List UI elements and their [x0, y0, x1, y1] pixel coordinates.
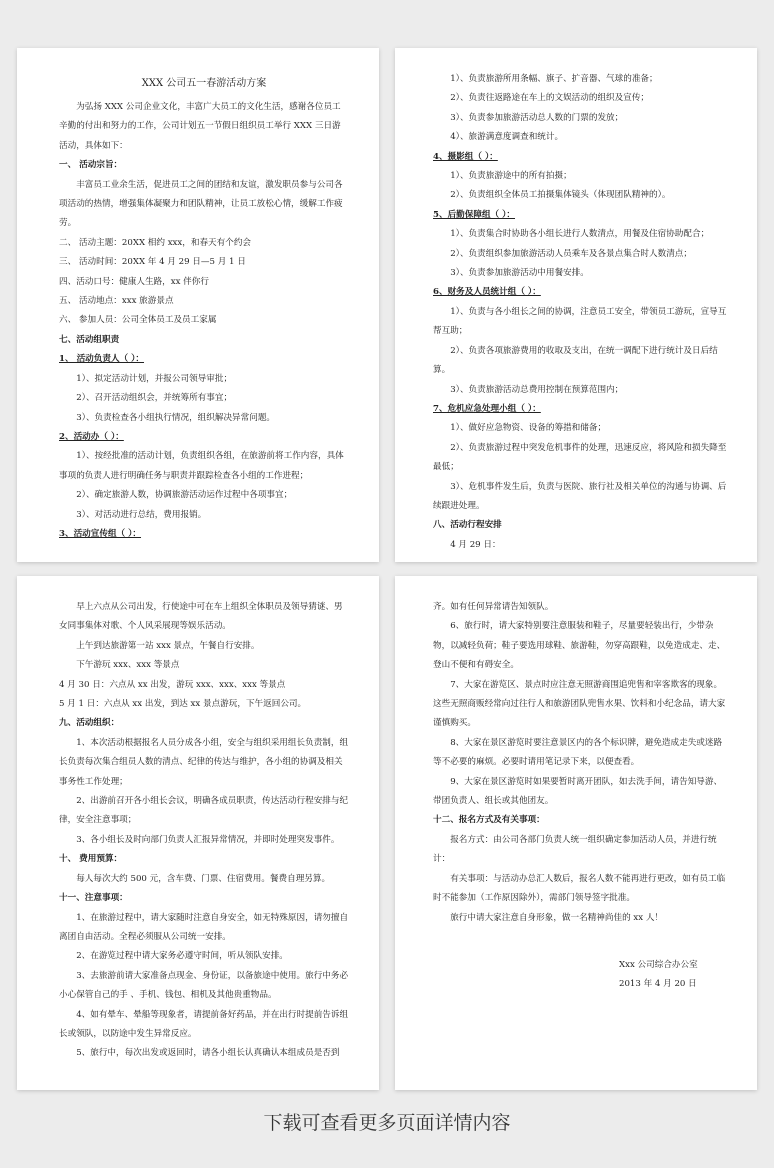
paragraph: 1）、负责集合时协助各小组长进行人数清点，用餐及住宿协助配合；	[450, 229, 710, 240]
paragraph: 二、 活动主题：20XX 相约 xxx，和春天有个约会	[59, 237, 252, 248]
paragraph: 3）、对活动进行总结，费用报销。	[76, 509, 207, 520]
paragraph: 2）、负责组织参加旅游活动人员乘车及各景点集合时人数清点；	[450, 248, 692, 259]
document-page-2	[395, 48, 757, 562]
paragraph: 2）、负责旅游过程中突发危机事件的处理，迅速反应，将风险和损失降至最低；	[433, 442, 727, 473]
section-heading: 七、活动组职责	[59, 334, 120, 345]
paragraph: 3）、负责检查各小组执行情况，组织解决异常问题。	[76, 412, 276, 423]
paragraph: 2、在游览过程中请大家务必遵守时间，听从领队安排。	[76, 951, 288, 962]
document-title: XXX 公司五一春游活动方案	[141, 78, 267, 89]
paragraph: 2）、负责组织全体员工拍摄集体镜头（体现团队精神的）。	[450, 190, 671, 201]
paragraph: 1）、负责旅游所用条幅、旗子、扩音器、气球的准备；	[450, 74, 658, 84]
paragraph: 1）、按经批准的活动计划，负责组织各组，在旅游前将工作内容，具体事项的负责人进行明确任务与职责并跟踪检查各小组的工作进程；	[59, 451, 344, 481]
subsection-heading: 1、 活动负责人（ ）：	[59, 354, 145, 365]
paragraph: 旅行中请大家注意自身形象，做一名精神尚佳的 xx 人！	[450, 912, 664, 923]
paragraph: 每人每次大约 500 元，含车费、门票、住宿费用。餐费自理另算。	[76, 873, 331, 884]
download-more-link[interactable]: 下载可查看更多页面详情内容	[263, 1112, 511, 1134]
paragraph: 4）、旅游满意度调查和统计。	[450, 132, 564, 143]
paragraph: 3）、危机事件发生后，负责与医院、旅行社及相关单位的沟通与协调、后续跟进处理。	[433, 481, 727, 511]
document-page-4	[395, 576, 757, 1090]
signature-org: Xxx 公司综合办公室	[619, 959, 698, 970]
paragraph: 1、在旅游过程中，请大家随时注意自身安全，如无特殊原因，请勿擅自离团自由活动。全程必须服从公司统一安排。	[59, 912, 349, 942]
page-2-body	[433, 70, 727, 555]
paragraph: 1）、负责旅游途中的所有拍摄；	[450, 171, 572, 182]
paragraph: 四、活动口号：健康人生路，xx 伴你行	[59, 276, 209, 287]
section-heading: 一、 活动宗旨：	[59, 160, 123, 171]
section-heading: 十、 费用预算：	[59, 854, 123, 865]
signature-block	[433, 956, 727, 994]
page-4-body	[433, 598, 727, 928]
subsection-heading: 7、危机应急处理小组（ ）：	[433, 403, 541, 414]
paragraph: 3）、负责旅游活动总费用控制在预算范围内；	[450, 384, 624, 395]
paragraph: 报名方式：由公司各部门负责人统一组织确定参加活动人员，并进行统计：	[433, 834, 717, 865]
paragraph: 齐。如有任何异常请告知领队。	[433, 602, 554, 612]
paragraph: 3）、负责参加旅游活动中用餐安排。	[450, 268, 589, 279]
paragraph: 1）、拟定活动计划，并报公司领导审批；	[76, 373, 233, 384]
paragraph: 4 月 30 日：六点从 xx 出发，游玩 xxx、xxx、xxx 等景点	[59, 679, 286, 690]
document-page-1	[17, 48, 379, 562]
paragraph: 1、本次活动根据报名人员分成各小组，安全与组织采用组长负责制，组长负责每次集合组员人数的清点、纪律的传达与维护，各小组的协调及相关事务性工作处理；	[59, 737, 349, 787]
paragraph: 早上六点从公司出发，行使途中可在车上组织全体职员及领导猜谜、男女同事集体对歌、个人风采展现等娱乐活动。	[59, 602, 343, 632]
paragraph: 上午到达旅游第一站 xxx 景点，午餐自行安排。	[76, 640, 260, 651]
paragraph: 2、出游前召开各小组长会议，明确各成员职责，传达活动行程安排与纪律，安全注意事项；	[59, 796, 349, 826]
paragraph: 2）、确定旅游人数，协调旅游活动运作过程中各项事宜；	[76, 490, 293, 501]
paragraph: 6、旅行时，请大家特别要注意服装和鞋子，尽量要轻装出行，少带杂物，以减轻负荷；鞋子要选用球鞋、旅游鞋，勿穿高跟鞋，以免造成走、走、登山不便和有碍安全。	[433, 621, 726, 671]
paragraph: 2）、负责各项旅游费用的收取及支出，在统一调配下进行统计及日后结算。	[433, 345, 718, 376]
page-3-body	[59, 598, 349, 1064]
paragraph: 三、 活动时间：20XX 年 4 月 29 日—5 月 1 日	[59, 257, 246, 268]
paragraph: 1）、负责与各小组长之间的协调，注意员工安全，带领员工游玩，宣导互帮互助；	[433, 306, 727, 337]
paragraph: 7、大家在游览区、景点时应注意无照游商围追兜售和宰客欺客的现象。这些无照商贩经常向过往行人和旅游团队兜售水果、饮料和小纪念品，请大家谨慎购买。	[433, 679, 726, 729]
section-heading: 十一、注意事项：	[59, 893, 128, 904]
section-heading: 八、活动行程安排	[433, 520, 502, 531]
paragraph: 为弘扬 XXX 公司企业文化，丰富广大员工的文化生活，感谢各位员工辛勤的付出和努力的工作，公司计划五一节假日组织员工举行 XXX 三日游活动，具体如下：	[59, 102, 341, 151]
paragraph: 4 月 29 日：	[450, 539, 501, 550]
subsection-heading: 3、活动宣传组（ ）：	[59, 528, 142, 539]
paragraph: 丰富员工业余生活，促进员工之间的团结和友谊，激发职员参与公司各项活动的热情，增强集体凝聚力和团队精神，让员工放松心情，缓解工作疲劳。	[59, 179, 343, 229]
subsection-heading: 6、财务及人员统计组（ ）：	[433, 287, 541, 298]
subsection-heading: 4、摄影组（ ）：	[433, 151, 498, 162]
page-1-body	[59, 98, 349, 544]
paragraph: 5、旅行中，每次出发或返回时，请各小组长认真确认本组成员是否到	[76, 1048, 340, 1059]
section-heading: 九、活动组织：	[59, 718, 120, 729]
paragraph: 3、去旅游前请大家准备点现金、身份证，以备旅途中使用。旅行中务必小心保管自己的手 、手机、钱包、相机及其他贵重物品。	[59, 970, 349, 1001]
paragraph: 1）、做好应急物资、设备的筹措和储备；	[450, 423, 607, 434]
paragraph: 9、大家在景区游览时如果要暂时离开团队，如去洗手间，请告知导游、带团负责人、组长或其他团友。	[433, 776, 723, 807]
paragraph: 2）、负责往返路途在车上的文娱活动的组织及宣传；	[450, 93, 650, 104]
paragraph: 8、大家在景区游览时要注意景区内的各个标识牌，避免造成走失或迷路等不必要的麻烦。必要时请用笔记录下来，以便查看。	[433, 737, 723, 768]
section-heading: 十二、报名方式及有关事项：	[433, 815, 545, 826]
paragraph: 五、 活动地点：xxx 旅游景点	[59, 296, 174, 307]
paragraph: 六、 参加人员：公司全体员工及员工家属	[59, 315, 217, 326]
paragraph: 2）、召开活动组织会，并统筹所有事宜；	[76, 393, 233, 404]
paragraph: 3）、负责参加旅游活动总人数的门票的发放；	[450, 112, 624, 123]
signature-date: 2013 年 4 月 20 日	[619, 978, 697, 989]
subsection-heading: 5、后勤保障组（ ）：	[433, 209, 516, 220]
paragraph: 4、如有晕车、晕船等现象者，请提前备好药品，并在出行时提前告诉组长或领队，以防途中发生异常反应。	[59, 1009, 349, 1039]
paragraph: 下午游玩 xxx、xxx 等景点	[76, 660, 180, 671]
subsection-heading: 2、活动办（ ）：	[59, 431, 124, 442]
paragraph: 3、各小组长及时向部门负责人汇报异常情况，并即时处理突发事件。	[76, 834, 340, 845]
document-page-3	[17, 576, 379, 1090]
paragraph: 5 月 1 日：六点从 xx 出发，到达 xx 景点游玩，下午返回公司。	[59, 699, 307, 710]
paragraph: 有关事项：与活动办总汇人数后，报名人数不能再进行更改，如有员工临时不能参加（工作原因除外），需部门领导签字批准。	[433, 873, 726, 904]
